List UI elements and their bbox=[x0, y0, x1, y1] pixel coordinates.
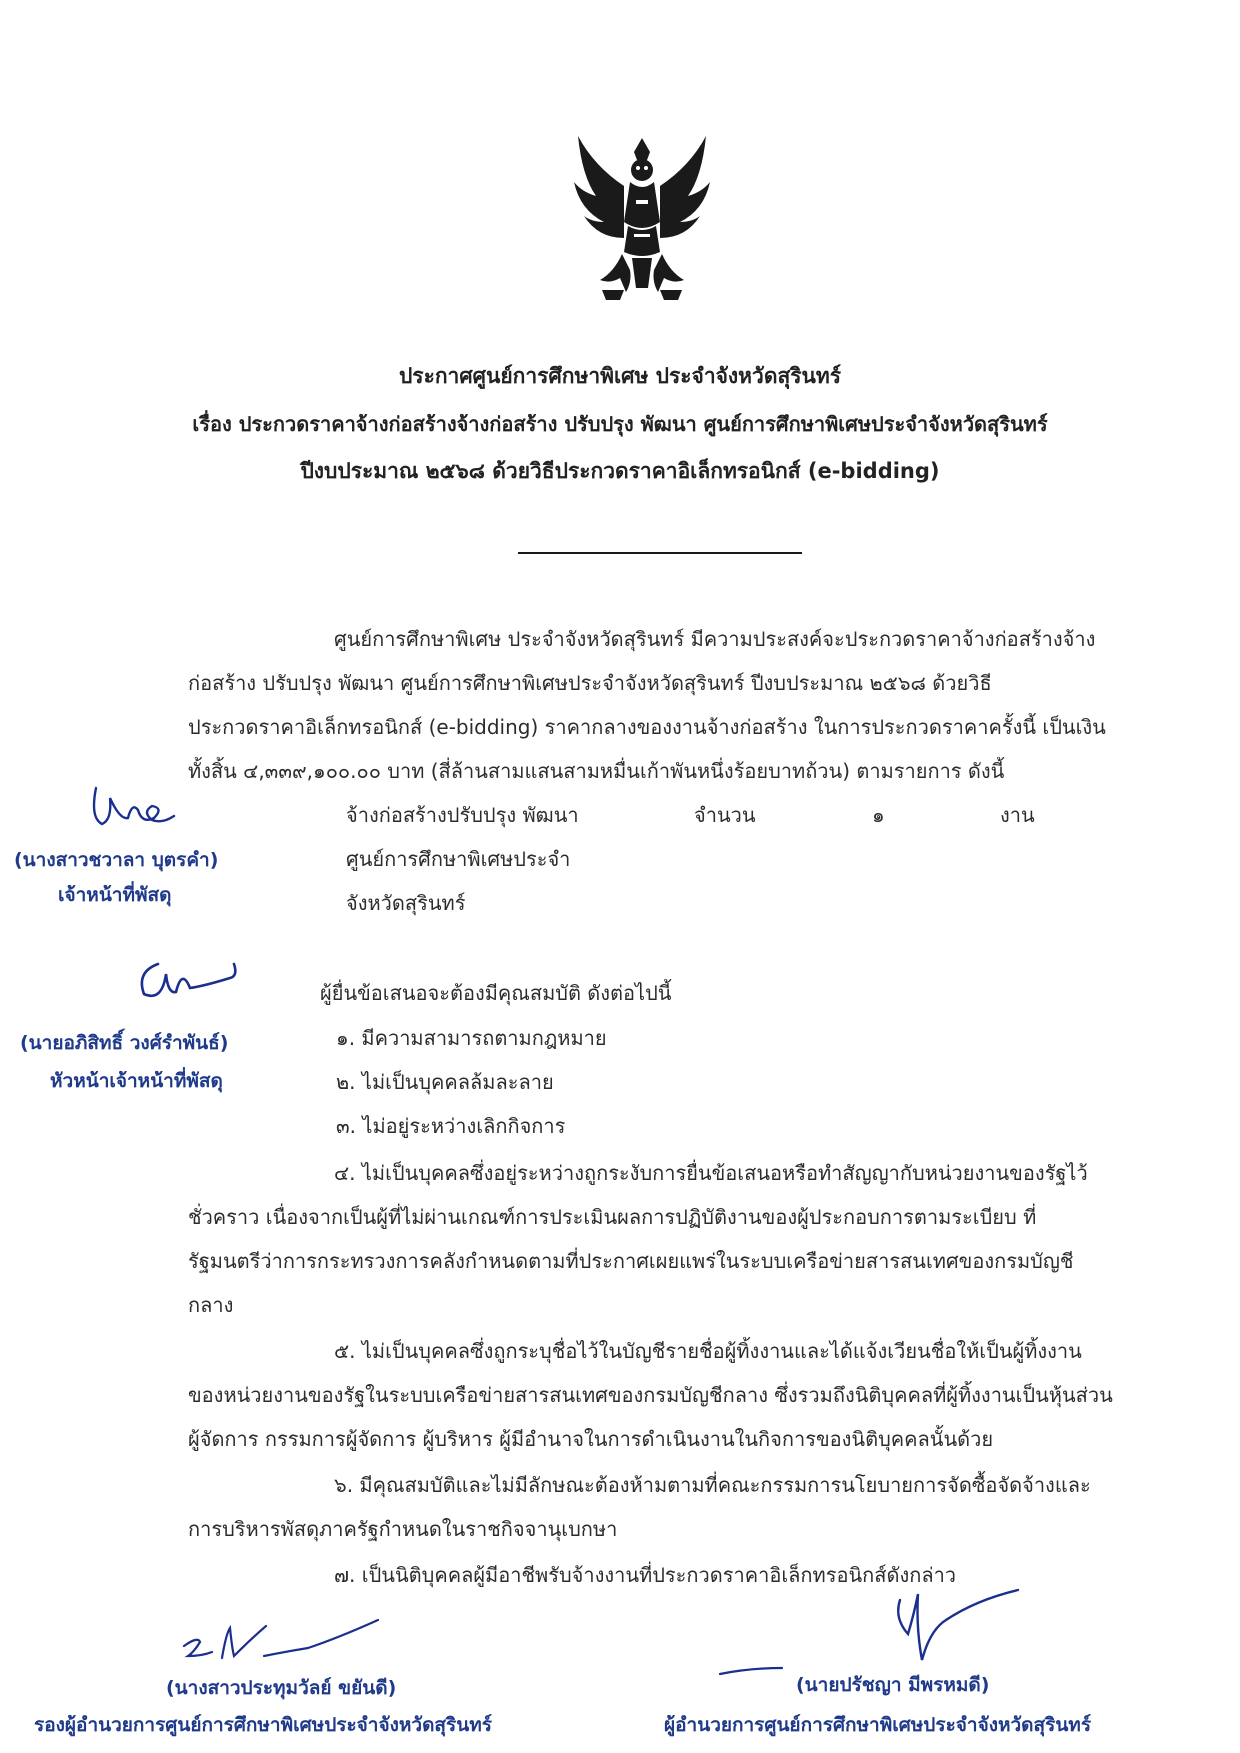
qualification-item: ๕. ไม่เป็นบุคคลซึ่งถูกระบุชื่อไว้ในบัญชีรายชื่อผู้ทิ้งงานและได้แจ้งเวียนชื่อให้เป็นผู้ทิ้งงาน bbox=[334, 1339, 1082, 1363]
qualification-item: ๓. ไม่อยู่ระหว่างเลิกกิจการ bbox=[336, 1114, 566, 1138]
qualification-item: ๔. ไม่เป็นบุคคลซึ่งอยู่ระหว่างถูกระงับการยื่นข้อเสนอหรือทำสัญญากับหน่วยงานของรัฐไว้ bbox=[334, 1161, 1088, 1185]
qualification-item: ๗. เป็นนิติบุคคลผู้มีอาชีพรับจ้างงานที่ประกวดราคาอิเล็กทรอนิกส์ดังกล่าว bbox=[334, 1563, 957, 1587]
signer-name: (นางสาวชวาลา บุตรคำ) bbox=[14, 849, 219, 871]
qualifications-intro: ผู้ยื่นข้อเสนอจะต้องมีคุณสมบัติ ดังต่อไปนี้ bbox=[320, 981, 672, 1005]
qualification-item: การบริหารพัสดุภาครัฐกำหนดในราชกิจจานุเบกษา bbox=[188, 1517, 618, 1541]
signer-name: (นายปรัชญา มีพรหมดี) bbox=[796, 1674, 990, 1696]
signer-name: (นางสาวประทุมวัลย์ ขยันดี) bbox=[166, 1677, 397, 1699]
signature-scribble-icon bbox=[84, 780, 194, 840]
announcement-fiscal-year: ปีงบประมาณ ๒๕๖๘ ด้วยวิธีประกวดราคาอิเล็กทรอนิกส์ (e-bidding) bbox=[300, 459, 940, 483]
title-divider bbox=[518, 552, 802, 554]
item-description: จ้างก่อสร้างปรับปรุง พัฒนา bbox=[346, 803, 579, 827]
announcement-title: ประกาศศูนย์การศึกษาพิเศษ ประจำจังหวัดสุรินทร์ bbox=[398, 364, 842, 388]
qualification-item: รัฐมนตรีว่าการกระทรวงการคลังกำหนดตามที่ประกาศเผยแพร่ในระบบเครือข่ายสารสนเทศของกรมบัญชี bbox=[188, 1249, 1074, 1273]
signer-position: ผู้อำนวยการศูนย์การศึกษาพิเศษประจำจังหวัดสุรินทร์ bbox=[664, 1714, 1092, 1736]
qualification-item: ๑. มีความสามารถตามกฎหมาย bbox=[336, 1026, 607, 1050]
qualification-item: ๖. มีคุณสมบัติและไม่มีลักษณะต้องห้ามตามที่คณะกรรมการนโยบายการจัดซื้อจัดจ้างและ bbox=[334, 1473, 1091, 1497]
item-description: จังหวัดสุรินทร์ bbox=[346, 891, 466, 915]
announcement-subject: เรื่อง ประกวดราคาจ้างก่อสร้างจ้างก่อสร้าง ปรับปรุง พัฒนา ศูนย์การศึกษาพิเศษประจำจังหวัดสุรินทร์ bbox=[192, 412, 1048, 436]
body-line: ศูนย์การศึกษาพิเศษ ประจำจังหวัดสุรินทร์ มีความประสงค์จะประกวดราคาจ้างก่อสร้างจ้าง bbox=[334, 627, 1096, 651]
signature-stroke-icon bbox=[716, 1664, 786, 1680]
item-quantity-label: จำนวน bbox=[694, 803, 756, 827]
signer-name: (นายอภิสิทธิ์ วงศ์รำพันธ์) bbox=[20, 1032, 229, 1054]
qualification-item: ๒. ไม่เป็นบุคคลล้มละลาย bbox=[336, 1070, 554, 1094]
item-quantity: ๑ bbox=[872, 803, 885, 827]
signer-position: เจ้าหน้าที่พัสดุ bbox=[58, 884, 172, 906]
body-line: ประกวดราคาอิเล็กทรอนิกส์ (e-bidding) ราคากลางของงานจ้างก่อสร้าง ในการประกวดราคาครั้งนี้ เป็นเงิน bbox=[188, 715, 1106, 739]
signer-position: หัวหน้าเจ้าหน้าที่พัสดุ bbox=[50, 1070, 223, 1092]
body-line: ก่อสร้าง ปรับปรุง พัฒนา ศูนย์การศึกษาพิเศษประจำจังหวัดสุรินทร์ ปีงบประมาณ ๒๕๖๘ ด้วยวิธี bbox=[188, 671, 992, 695]
qualification-item: กลาง bbox=[188, 1293, 234, 1317]
signature-scribble-icon bbox=[128, 950, 258, 1010]
qualification-item: ของหน่วยงานของรัฐในระบบเครือข่ายสารสนเทศของกรมบัญชีกลาง ซึ่งรวมถึงนิติบุคคลที่ผู้ทิ้งงานเป็นหุ้นส่วน bbox=[188, 1383, 1113, 1407]
signature-scribble-icon bbox=[172, 1610, 392, 1670]
body-line: ทั้งสิ้น ๔,๓๓๙,๑๐๐.๐๐ บาท (สี่ล้านสามแสนสามหมื่นเก้าพันหนึ่งร้อยบาทถ้วน) ตามรายการ ดังนี้ bbox=[188, 759, 1005, 783]
qualification-item: ผู้จัดการ กรรมการผู้จัดการ ผู้บริหาร ผู้มีอำนาจในการดำเนินงานในกิจการของนิติบุคคลนั้นด้วย bbox=[188, 1427, 994, 1451]
signature-scribble-icon bbox=[880, 1560, 1040, 1670]
item-unit: งาน bbox=[1000, 803, 1035, 827]
item-description: ศูนย์การศึกษาพิเศษประจำ bbox=[346, 847, 571, 871]
garuda-emblem-icon bbox=[572, 130, 712, 310]
qualification-item: ชั่วคราว เนื่องจากเป็นผู้ที่ไม่ผ่านเกณฑ์การประเมินผลการปฏิบัติงานของผู้ประกอบการตามระเบียบ ที่ bbox=[188, 1205, 1037, 1229]
signer-position: รองผู้อำนวยการศูนย์การศึกษาพิเศษประจำจังหวัดสุรินทร์ bbox=[34, 1714, 492, 1736]
